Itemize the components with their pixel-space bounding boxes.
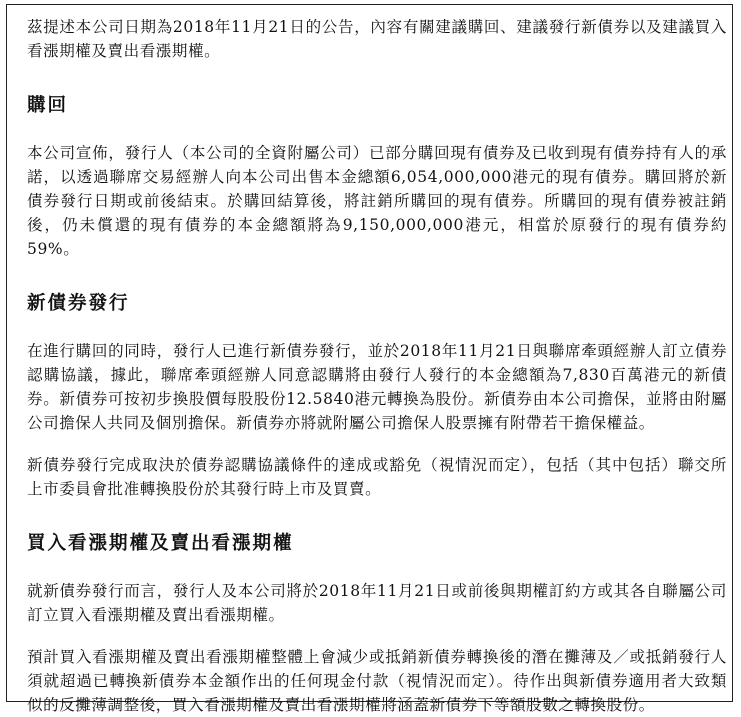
announcement-frame <box>6 4 733 714</box>
call-options-paragraph-2: 預計買入看漲期權及賣出看漲期權整體上會減少或抵銷新債券轉換後的潛在攤薄及／或抵銷發行人須就超過已轉換新債券本金額作出的任何現金付款（視情況而定）。待作出與新債券適用者大致類似的反攤薄調整後，買入看漲期權及賣出看漲期權將涵蓋新債券下等額股數之轉換股份。 <box>27 648 727 714</box>
intro-paragraph: 茲提述本公司日期為2018年11月21日的公告，內容有關建議購回、建議發行新債券以及建議買入看漲期權及賣出看漲期權。 <box>27 18 727 60</box>
announcement-content <box>27 15 727 717</box>
section-heading-call-options: 買入看漲期權及賣出看漲期權 <box>27 533 294 554</box>
call-options-paragraph-1: 就新債券發行而言，發行人及本公司將於2018年11月21日或前後與期權訂約方或其各自聯屬公司訂立買入看漲期權及賣出看漲期權。 <box>27 582 727 624</box>
section-heading-repurchase: 購回 <box>27 95 69 116</box>
new-bonds-paragraph-2: 新債券發行完成取決於債券認購協議條件的達成或豁免（視情況而定），包括（其中包括）聯交所上市委員會批准轉換股份於其發行時上市及買賣。 <box>27 456 727 498</box>
repurchase-paragraph: 本公司宣佈，發行人（本公司的全資附屬公司）已部分購回現有債券及已收到現有債券持有人的承諾，以透過聯席交易經辦人向本公司出售本金總額6,054,000,000港元的現有債券。購回將於新債券發行日期或前後結束。於購回結算後，將註銷所購回的現有債券。所購回的現有債券被註銷後，仍未償還的現有債券的本金總額將為9,150,000,000港元，相當於原發行的現有債券約59%。 <box>27 144 727 258</box>
section-heading-new-bonds: 新債券發行 <box>27 293 130 314</box>
new-bonds-paragraph-1: 在進行購回的同時，發行人已進行新債券發行，並於2018年11月21日與聯席牽頭經辦人訂立債券認購協議，據此，聯席牽頭經辦人同意認購將由發行人發行的本金總額為7,830百萬港元的新債券。新債券可按初步換股價每股股份12.5840港元轉換為股份。新債券由本公司擔保，並將由附屬公司擔保人共同及個別擔保。新債券亦將就附屬公司擔保人股票擁有附帶若干擔保權益。 <box>27 342 727 432</box>
